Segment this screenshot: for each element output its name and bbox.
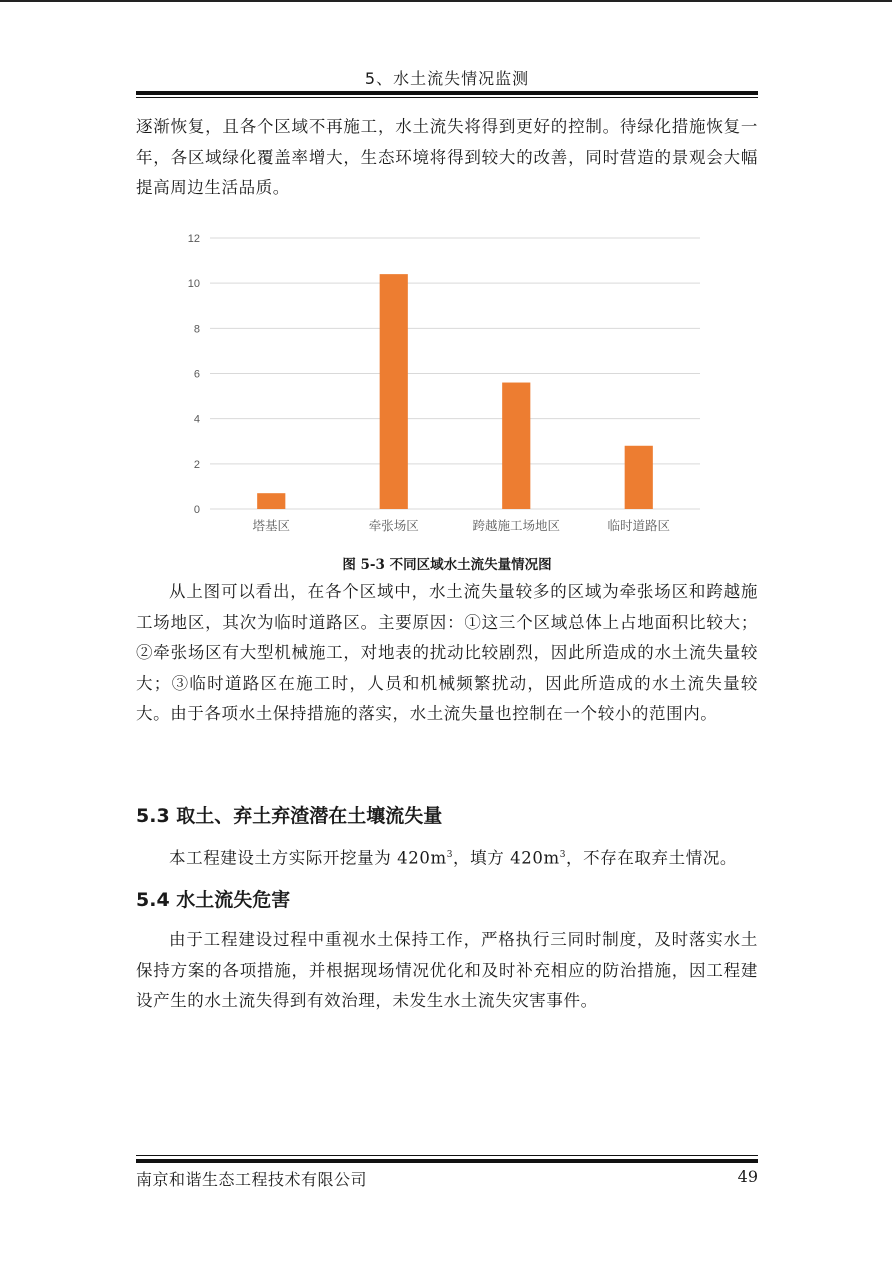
x-tick-label: 临时道路区 [607, 518, 671, 533]
analysis-paragraph: 从上图可以看出，在各个区域中，水土流失量较多的区域为牵张场区和跨越施工场地区，其次为临时道路区。主要原因：①这三个区域总体上占地面积比较大；②牵张场区有大型机械施工，对地表的扰动比较剧烈，因此所造成的水土流失量较大；③临时道路区在施工时，人员和机械频繁扰动，因此所造成的水土流失量较大。由于各项水土保持措施的落实，水土流失量也控制在一个较小的范围内。 [136, 582, 758, 723]
header-rule-thin [136, 97, 758, 98]
x-tick-label: 牵张场区 [368, 518, 419, 533]
fill-text: ，填方 420m [453, 848, 560, 868]
bar [380, 274, 408, 509]
y-tick-label: 0 [193, 504, 200, 516]
y-tick-label: 12 [187, 233, 200, 245]
section-5-4-heading: 5.4 水土流失危害 [136, 889, 291, 911]
x-tick-label: 塔基区 [252, 518, 291, 533]
bar-chart-svg [170, 225, 710, 545]
page-top-edge [0, 0, 892, 2]
footer-rule-thin [136, 1155, 758, 1156]
x-tick-label: 跨越施工场地区 [472, 518, 561, 533]
page-number: 49 [737, 1167, 758, 1186]
section-5-3-paragraph [136, 840, 758, 874]
conclusion-text: ，不存在取弃土情况。 [566, 848, 738, 868]
intro-paragraph: 逐渐恢复，且各个区域不再施工，水土流失将得到更好的控制。待绿化措施恢复一年，各区域绿化覆盖率增大，生态环境将得到较大的改善，同时营造的景观会大幅提高周边生活品质。 [136, 117, 758, 197]
header-rule-thick [136, 91, 758, 95]
cubic-superscript-1: 3 [446, 850, 454, 860]
section-5-4-paragraph: 由于工程建设过程中重视水土保持工作，严格执行三同时制度，及时落实水土保持方案的各项措施，并根据现场情况优化和及时补充相应的防治措施，因工程建设产生的水土流失得到有效治理，未发生水土流失灾害事件。 [136, 930, 758, 1010]
figure-caption: 图 5-3 不同区域水土流失量情况图 [342, 557, 552, 573]
y-tick-label: 4 [193, 413, 200, 426]
y-tick-label: 6 [193, 368, 200, 381]
bar [502, 383, 530, 509]
y-tick-label: 8 [193, 323, 200, 336]
y-tick-label: 10 [187, 278, 200, 291]
footer-company: 南京和谐生态工程技术有限公司 [136, 1170, 368, 1189]
cubic-superscript-2: 3 [559, 850, 567, 860]
bar [625, 446, 653, 509]
bar [257, 493, 285, 509]
footer-rule-thick [136, 1159, 758, 1163]
excavation-text: 本工程建设土方实际开挖量为 420m [169, 848, 447, 868]
y-tick-label: 2 [193, 458, 200, 471]
section-5-3-heading: 5.3 取土、弃土弃渣潜在土壤流失量 [136, 805, 443, 827]
bar-chart [170, 225, 710, 545]
running-header: 5、水土流失情况监测 [364, 69, 530, 88]
